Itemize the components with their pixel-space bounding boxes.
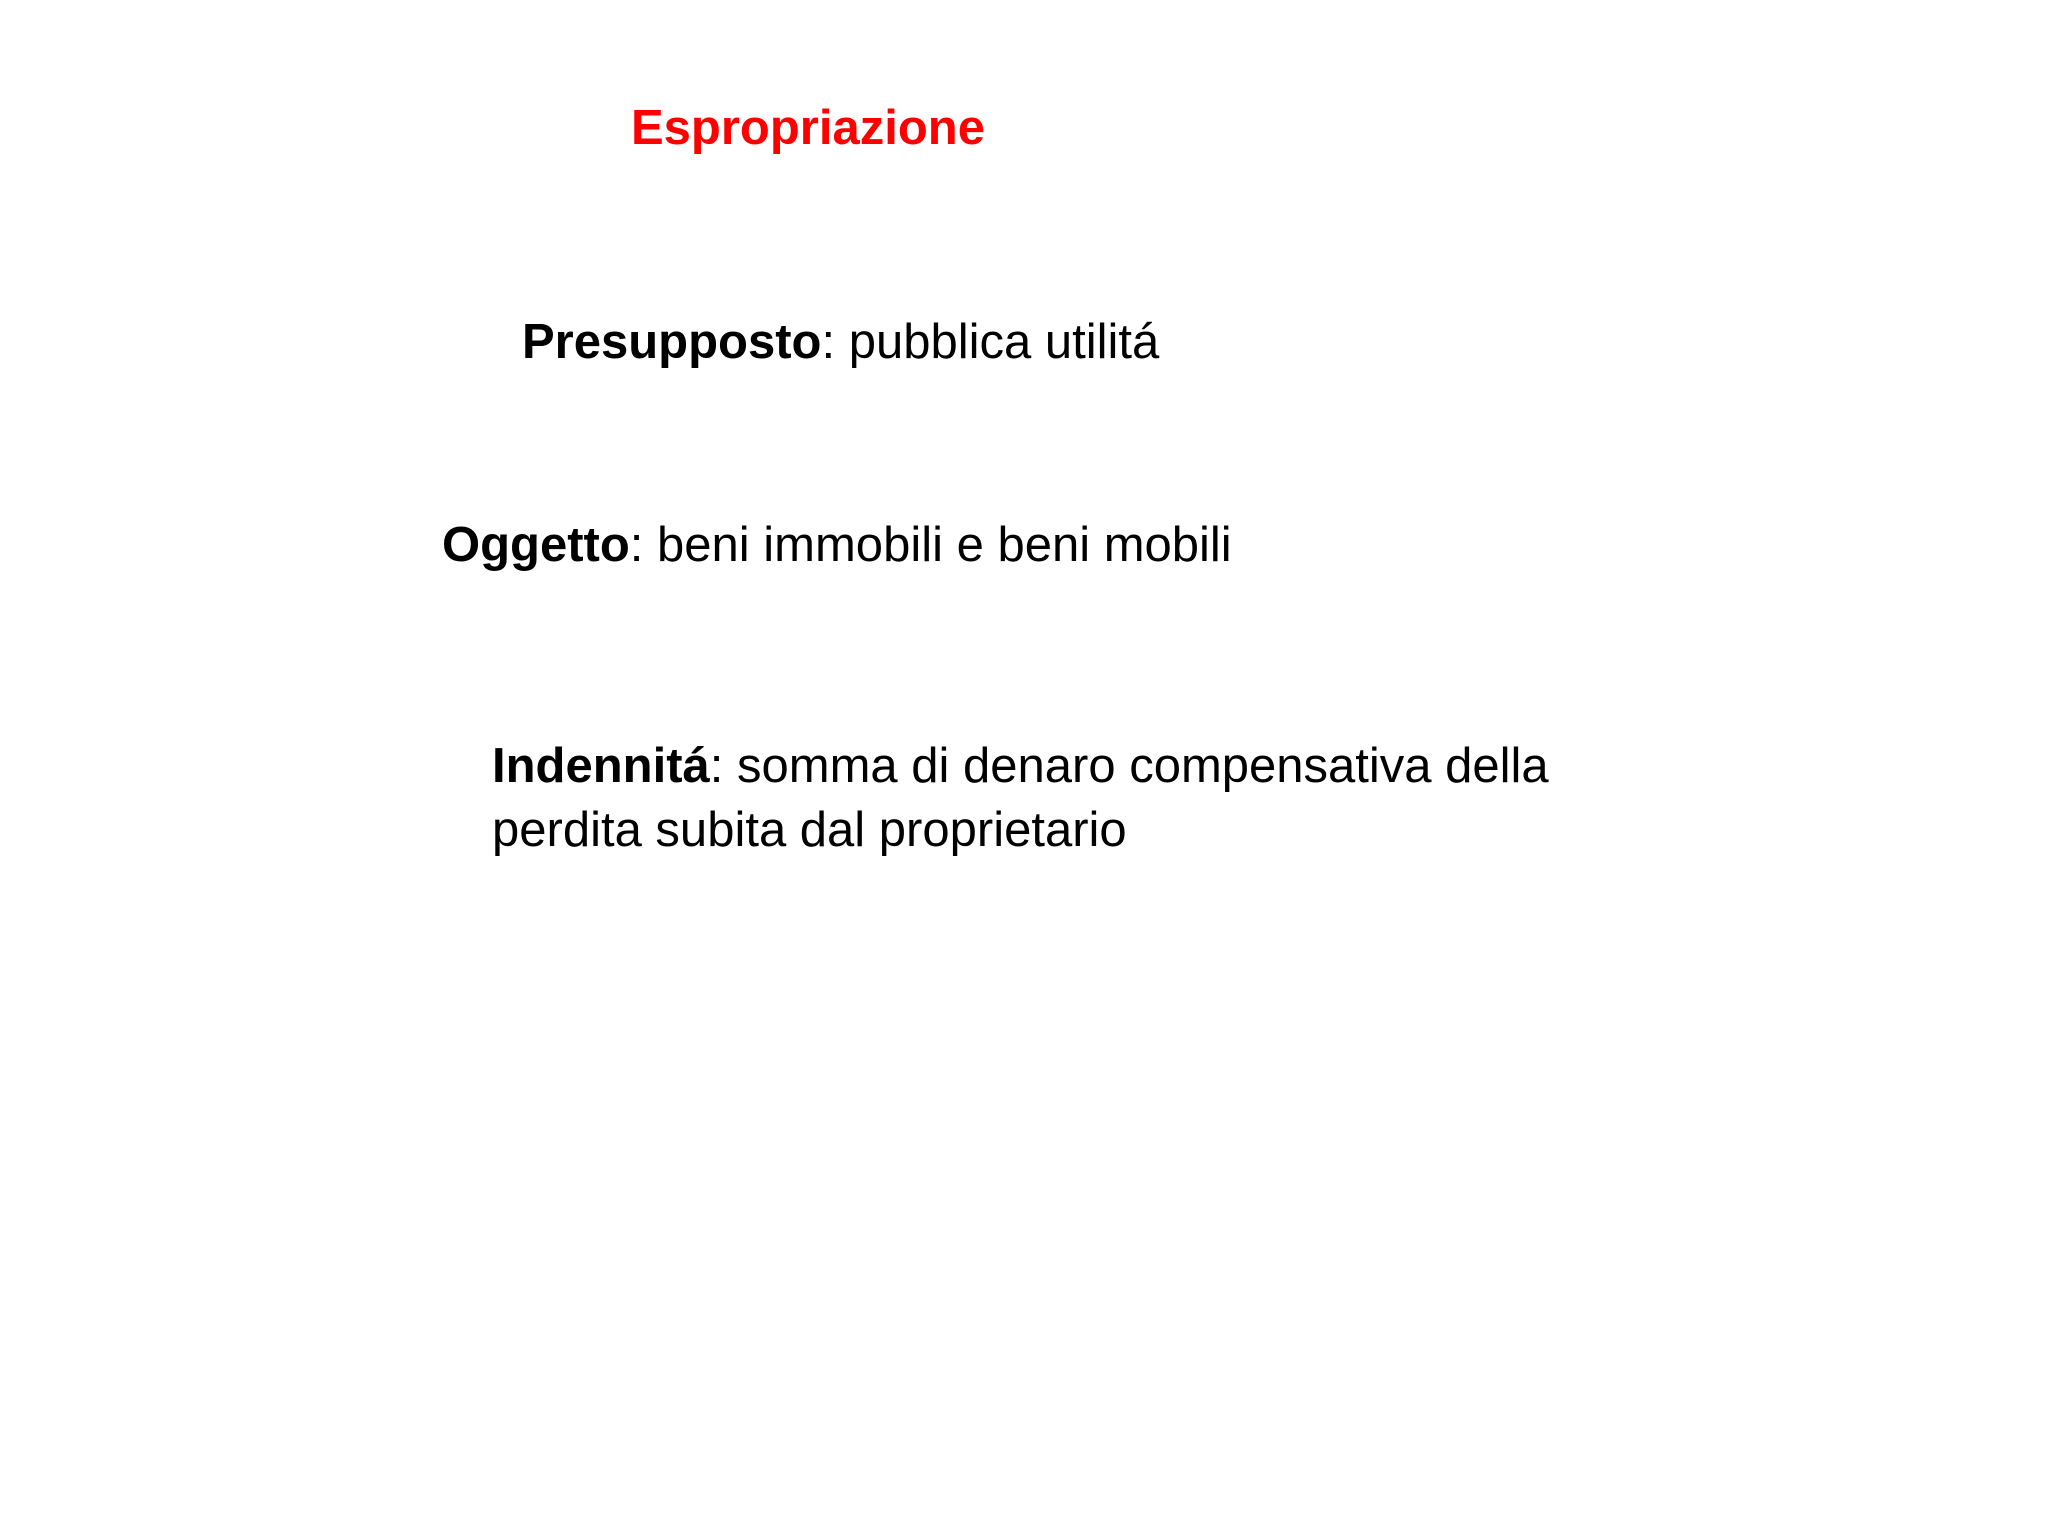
item-text: somma di denaro compensativa della <box>723 739 1549 793</box>
item-term: Oggetto <box>442 518 630 572</box>
item-line-1 <box>492 734 1549 798</box>
item-presupposto <box>522 310 1159 374</box>
item-line-2: perdita subita dal proprietario <box>492 803 1127 857</box>
item-indennita <box>492 734 1549 862</box>
item-term: Indennitá <box>492 739 710 793</box>
item-oggetto <box>442 513 1232 577</box>
item-separator: : <box>709 739 724 793</box>
item-separator: : <box>821 315 836 369</box>
item-term: Presupposto <box>522 315 822 369</box>
item-text: pubblica utilitá <box>835 315 1160 369</box>
item-text: beni immobili e beni mobili <box>643 518 1232 572</box>
slide-title: Espropriazione <box>631 101 985 155</box>
item-separator: : <box>629 518 644 572</box>
